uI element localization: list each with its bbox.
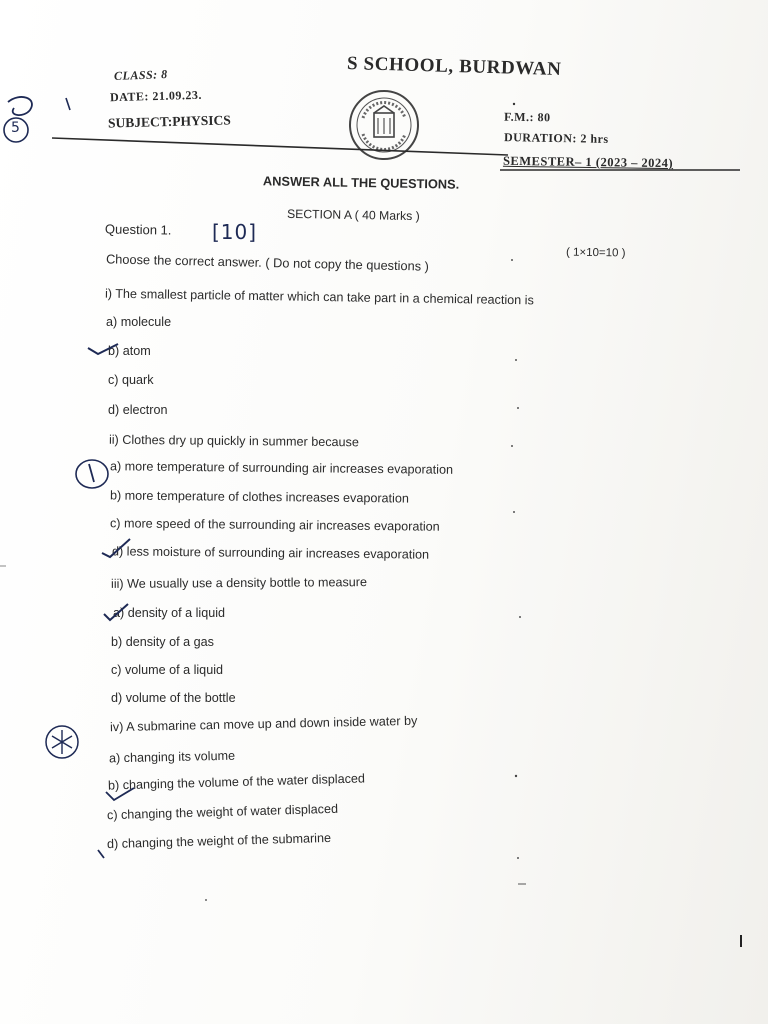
section-title: SECTION A ( 40 Marks )	[286, 206, 420, 224]
option-iii-a: a) density of a liquid	[113, 606, 226, 620]
question-item-ii: ii) Clothes dry up quickly in summer because	[108, 432, 359, 450]
option-iv-c: c) changing the weight of water displaced	[106, 801, 339, 823]
option-iv-b: b) changing the volume of the water displaced	[107, 771, 366, 793]
option-i-d: d) electron	[108, 403, 168, 417]
class-label: CLASS: 8	[113, 67, 168, 83]
option-iii-c: c) volume of a liquid	[111, 663, 223, 677]
option-iv-a: a) changing its volume	[108, 748, 236, 766]
directive: Choose the correct answer. ( Do not copy the questions )	[105, 251, 430, 274]
option-ii-a: a) more temperature of surrounding air increases evaporation	[109, 459, 454, 477]
date-label: DATE: 21.09.23.	[109, 87, 203, 105]
question-item-i: i) The smallest particle of matter which can take part in a chemical reaction is	[104, 286, 534, 308]
option-i-a: a) molecule	[106, 315, 172, 329]
option-iii-b: b) density of a gas	[111, 635, 214, 649]
option-ii-b: b) more temperature of clothes increases evaporation	[109, 488, 409, 506]
duration: DURATION: 2 hrs	[503, 130, 609, 146]
subject-label: SUBJECT:PHYSICS	[107, 112, 231, 131]
question-item-iii: iii) We usually use a density bottle to measure	[110, 575, 368, 591]
option-iii-d: d) volume of the bottle	[111, 691, 236, 705]
option-iv-d: d) changing the weight of the submarine	[106, 830, 332, 852]
full-marks: F.M.: 80	[503, 109, 551, 125]
handwritten-score: [10]	[212, 220, 258, 244]
option-ii-d: d) less moisture of surrounding air increases evaporation	[111, 544, 430, 562]
school-name: S SCHOOL, BURDWAN	[346, 53, 562, 80]
margin-mark-5: 5	[11, 120, 20, 136]
option-i-c: c) quark	[108, 373, 154, 387]
semester: SEMESTER– 1 (2023 – 2024)	[502, 153, 674, 171]
option-i-b: b) atom	[108, 344, 151, 358]
option-ii-c: c) more speed of the surrounding air increases evaporation	[109, 516, 440, 534]
instruction: ANSWER ALL THE QUESTIONS.	[262, 173, 460, 192]
question-item-iv: iv) A submarine can move up and down inside water by	[109, 713, 418, 735]
marks-breakdown: ( 1×10=10 )	[565, 246, 626, 260]
question-title: Question 1.	[104, 221, 172, 238]
